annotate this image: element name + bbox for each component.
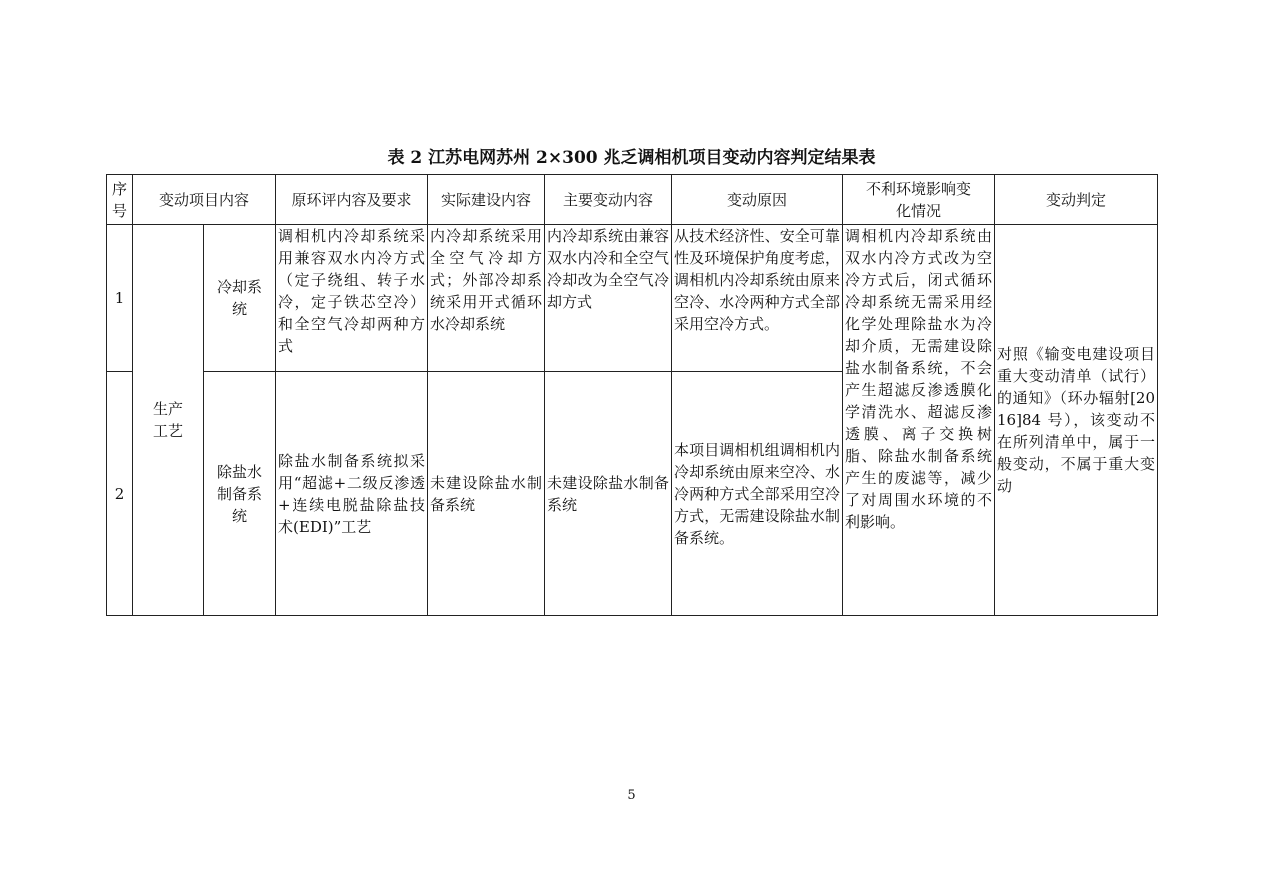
header-seq: 序号 [107, 175, 133, 225]
row1-original: 调相机内冷却系统采用兼容双水内冷方式（定子绕组、转子水冷，定子铁芯空冷）和全空气冷却两种方式 [276, 225, 428, 372]
row2-original: 除盐水制备系统拟采用“超滤+二级反渗透+连续电脱盐除盐技术(EDI)”工艺 [276, 372, 428, 616]
row1-reason: 从技术经济性、安全可靠性及环境保护角度考虑，调相机内冷却系统由原来空冷、水冷两种方式全部采用空冷方式。 [672, 225, 843, 372]
header-main-change: 主要变动内容 [545, 175, 672, 225]
change-judgment-table [106, 174, 1158, 616]
judgment-cell: 对照《输变电建设项目重大变动清单（试行）的通知》（环办辐射[2016]84 号），该变动不在所列清单中，属于一般变动，不属于重大变动 [995, 225, 1158, 616]
header-original: 原环评内容及要求 [276, 175, 428, 225]
row2-main-change: 未建设除盐水制备系统 [545, 372, 672, 616]
header-row [107, 175, 1158, 225]
header-actual: 实际建设内容 [428, 175, 545, 225]
header-impact: 不利环境影响变化情况 [843, 175, 995, 225]
row2-seq: 2 [107, 372, 133, 616]
category-cell: 生产工艺 [133, 225, 204, 616]
page-number: 5 [627, 788, 636, 803]
impact-cell: 调相机内冷却系统由双水内冷方式改为空冷方式后，闭式循环冷却系统无需采用经化学处理除盐水为冷却介质，无需建设除盐水制备系统，不会产生超滤反渗透膜化学清洗水、超滤反渗透膜、离子交换树脂、除盐水制备系统产生的废滤等，减少了对周围水环境的不利影响。 [843, 225, 995, 616]
row1-main-change: 内冷却系统由兼容双水内冷和全空气冷却改为全空气冷却方式 [545, 225, 672, 372]
row2-reason: 本项目调相机组调相机内冷却系统由原来空冷、水冷两种方式全部采用空冷方式，无需建设除盐水制备系统。 [672, 372, 843, 616]
row1-actual: 内冷却系统采用全空气冷却方式；外部冷却系统采用开式循环水冷却系统 [428, 225, 545, 372]
table-title: 表 2 江苏电网苏州 2×300 兆乏调相机项目变动内容判定结果表 [387, 148, 876, 168]
header-item: 变动项目内容 [133, 175, 276, 225]
row1-seq: 1 [107, 225, 133, 372]
row2-sub-item: 除盐水制备系统 [204, 372, 276, 616]
row1-sub-item: 冷却系统 [204, 225, 276, 372]
header-reason: 变动原因 [672, 175, 843, 225]
row2-actual: 未建设除盐水制备系统 [428, 372, 545, 616]
header-judgment: 变动判定 [995, 175, 1158, 225]
table-row [107, 225, 1158, 372]
